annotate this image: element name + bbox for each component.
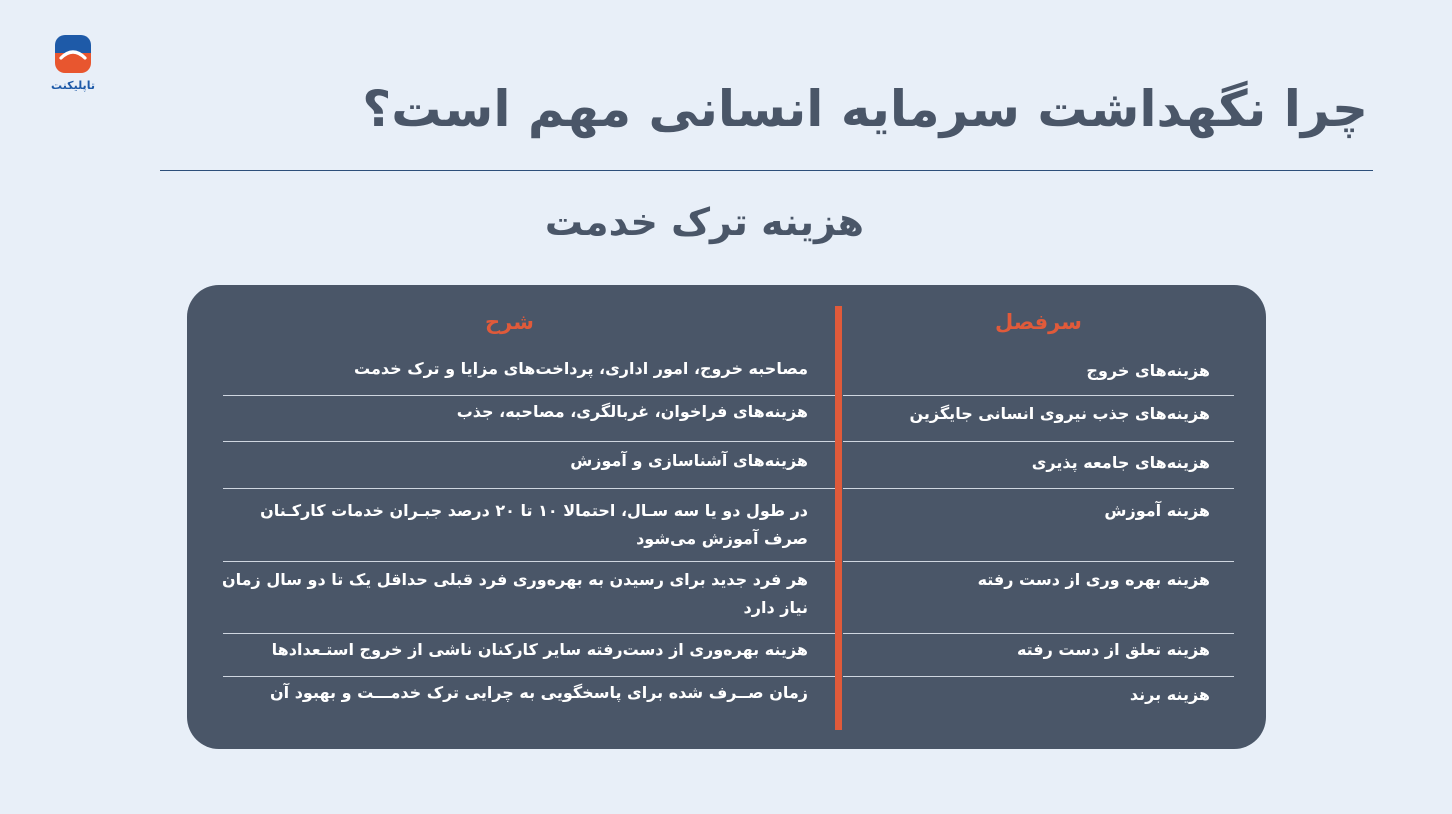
header-description: شرح xyxy=(485,310,534,334)
row-title: هزینه‌های خروج xyxy=(1086,361,1210,380)
row-description: هر فرد جدید برای رسیدن به بهره‌وری فرد قبلی حداقل یک تا دو سال زمان نیاز دارد xyxy=(221,570,808,617)
brand-logo xyxy=(48,33,98,92)
row-title: هزینه‌های جامعه پذیری xyxy=(1031,453,1210,472)
table-row xyxy=(187,489,1266,562)
row-description: زمان صــرف شده برای پاسخگویی به چرایی ترک خدمـــت و بهبود آن xyxy=(269,683,808,702)
header-title: سرفصل xyxy=(995,310,1082,334)
row-description: در طول دو یا سه سـال، احتمالا ۱۰ تا ۲۰ درصد جبـران خدمات کارکـنان صرف آموزش می‌شود xyxy=(260,501,808,548)
row-description: هزینه‌های فراخوان، غربالگری، مصاحبه، جذب xyxy=(456,402,808,421)
table-row xyxy=(187,442,1266,489)
row-description: هزینه‌های آشناسازی و آموزش xyxy=(570,451,808,470)
row-title: هزینه‌های جذب نیروی انسانی جایگزین xyxy=(909,404,1210,423)
table-row xyxy=(187,634,1266,677)
row-title: هزینه تعلق از دست رفته xyxy=(1016,640,1210,659)
page-subtitle: هزینه ترک خدمت xyxy=(544,200,864,244)
row-title: هزینه آموزش xyxy=(1104,501,1210,520)
row-description: مصاحبه خروج، امور اداری، پرداخت‌های مزایا و ترک خدمت xyxy=(354,359,808,378)
table-row xyxy=(187,355,1266,396)
row-description: هزینه بهره‌وری از دست‌رفته سایر کارکنان ناشی از خروج استـعدادها xyxy=(271,640,808,659)
row-title: هزینه برند xyxy=(1129,685,1210,704)
logo-icon xyxy=(51,33,95,75)
row-title: هزینه بهره وری از دست رفته xyxy=(977,570,1210,589)
table-row xyxy=(187,677,1266,723)
logo-text: تاپلیکنت xyxy=(51,79,95,92)
title-divider xyxy=(160,170,1373,171)
table-row xyxy=(187,562,1266,634)
table-row xyxy=(187,396,1266,442)
page-title: چرا نگهداشت سرمایه انسانی مهم است؟ xyxy=(362,80,1368,138)
cost-table-card xyxy=(187,285,1266,749)
